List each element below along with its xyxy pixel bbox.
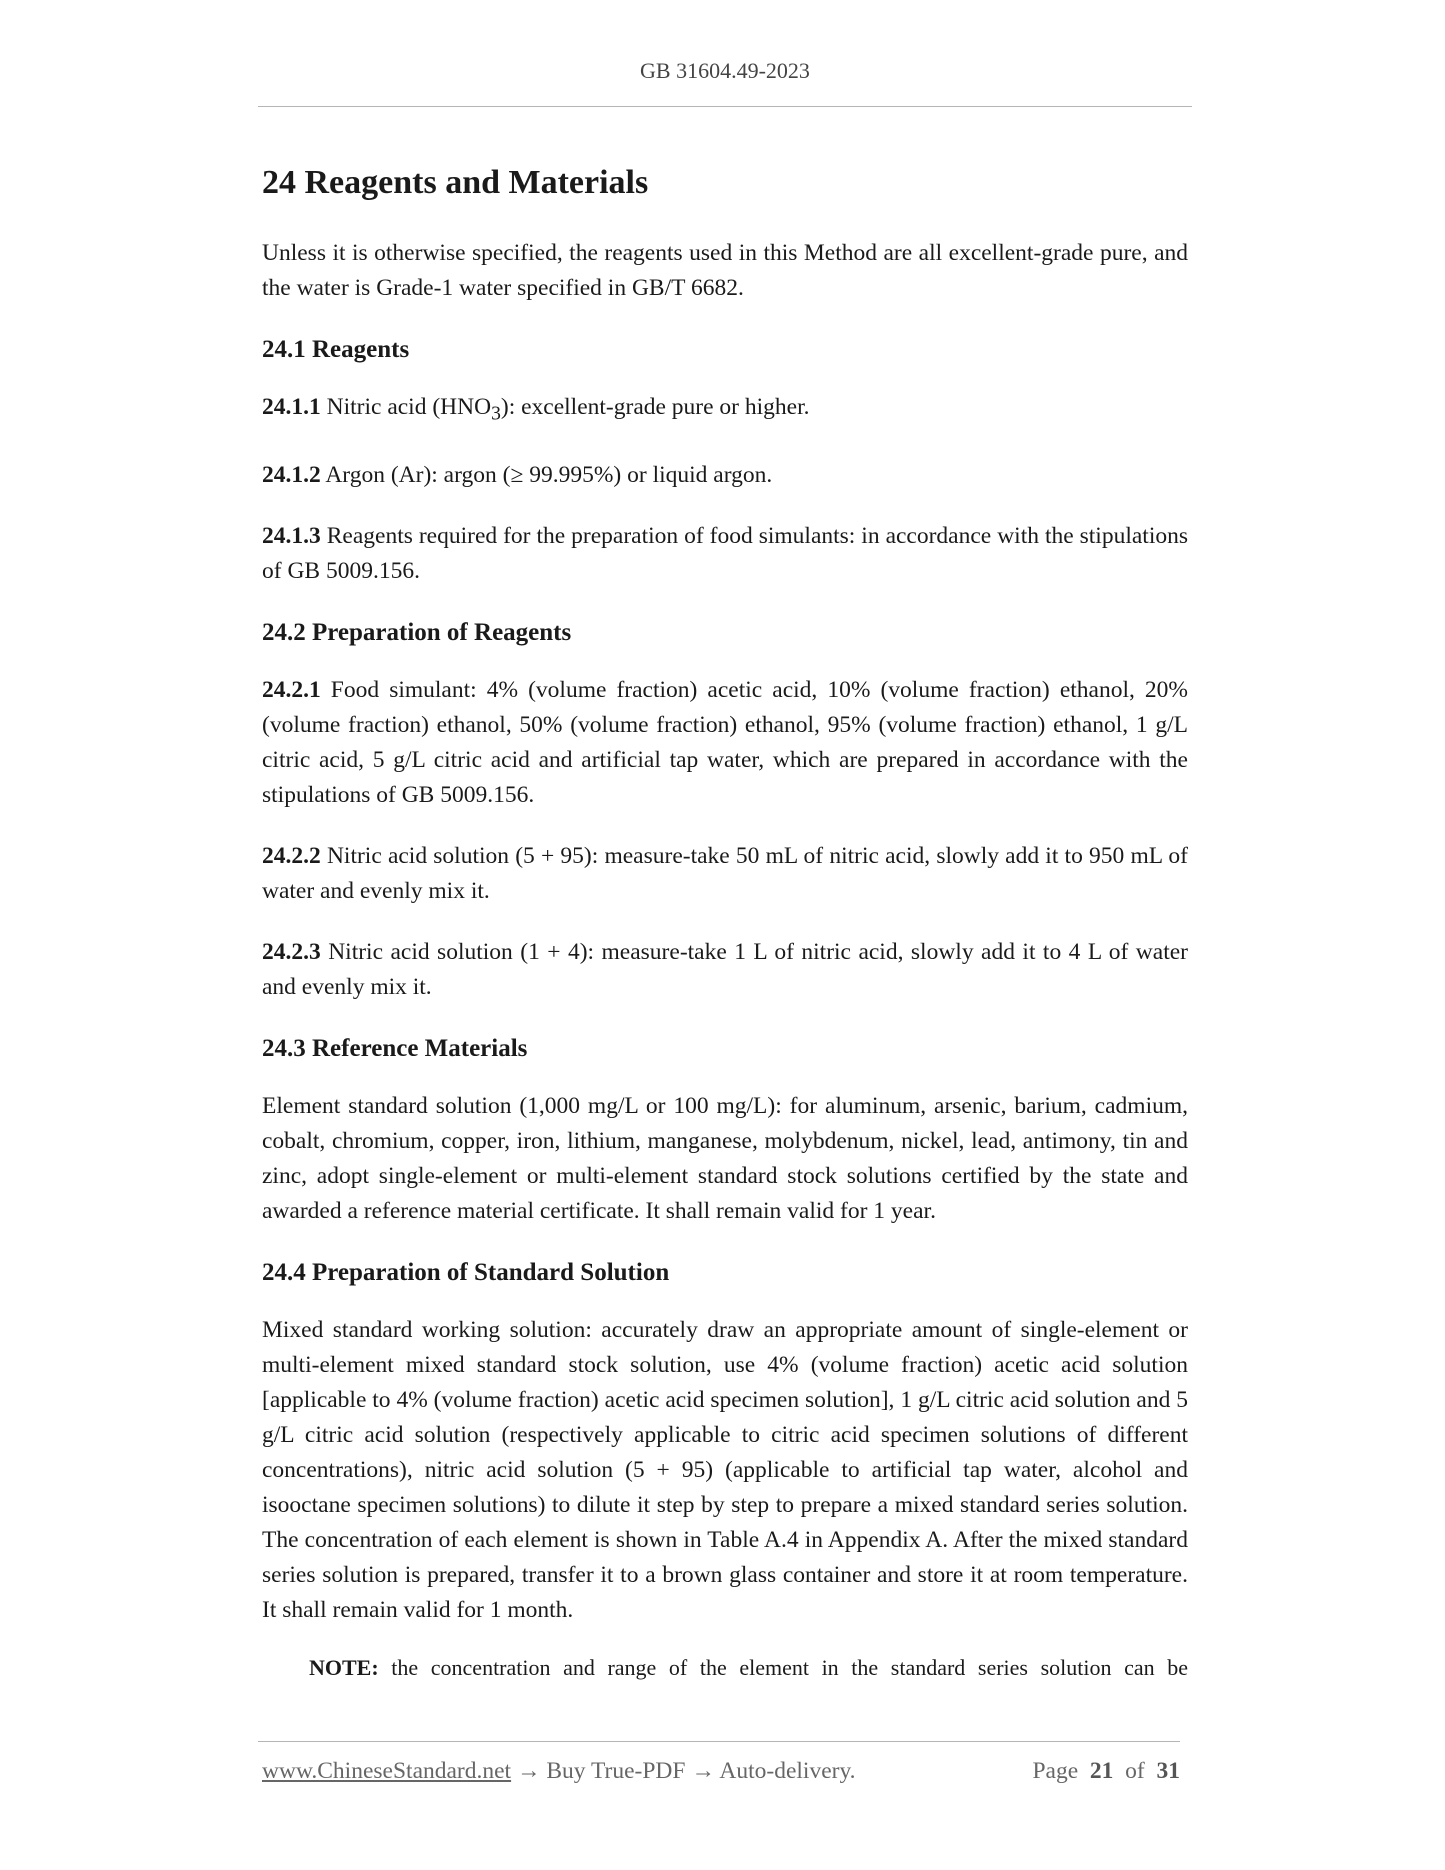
preparation-heading: 24.2 Preparation of Reagents bbox=[262, 618, 572, 646]
item-number: 24.1.2 bbox=[262, 461, 321, 488]
website-link[interactable]: www.ChineseStandard.net bbox=[262, 1758, 512, 1784]
reagent-item-2 bbox=[262, 458, 1188, 493]
page-indicator bbox=[1032, 1758, 1180, 1785]
preparation-item-2 bbox=[262, 839, 1188, 909]
reagents-heading: 24.1 Reagents bbox=[262, 336, 410, 363]
note-text: the concentration and range of the element in the standard series solution can be bbox=[378, 1654, 1188, 1680]
page-number: 21 bbox=[1089, 1758, 1114, 1784]
item-text: Nitric acid solution (5 + 95): measure-take 50 mL of nitric acid, slowly add it to 950 mL of water and evenly mix it. bbox=[262, 842, 1188, 904]
standard-heading: 24.4 Preparation of Standard Solution bbox=[262, 1258, 670, 1286]
item-number: 24.1.1 bbox=[262, 394, 321, 420]
item-number: 24.1.3 bbox=[262, 522, 321, 549]
item-number: 24.2.2 bbox=[262, 842, 321, 869]
item-number: 24.2.3 bbox=[262, 938, 321, 965]
footer-left bbox=[262, 1758, 856, 1785]
reagent-item-3 bbox=[262, 519, 1188, 589]
of-word: of bbox=[1125, 1758, 1145, 1784]
section-title: 24 Reagents and Materials bbox=[262, 164, 649, 201]
item-text: Nitric acid solution (1 + 4): measure-take 1 L of nitric acid, slowly add it to 4 L of water and evenly mix it. bbox=[262, 938, 1188, 1000]
note-label: NOTE: bbox=[309, 1654, 379, 1680]
note-paragraph bbox=[262, 1650, 1188, 1685]
subscript: 3 bbox=[491, 403, 501, 425]
document-body bbox=[262, 158, 1188, 1711]
item-text: Nitric acid (HNO bbox=[320, 394, 492, 420]
item-number: 24.2.1 bbox=[262, 676, 321, 703]
reagent-item-1 bbox=[262, 390, 1188, 432]
preparation-item-3 bbox=[262, 935, 1188, 1005]
page-word: Page bbox=[1032, 1758, 1079, 1784]
item-text: Argon (Ar): argon (≥ 99.995%) or liquid argon. bbox=[320, 461, 773, 488]
page-footer bbox=[262, 1758, 1180, 1785]
footer-divider bbox=[258, 1741, 1180, 1742]
header-divider bbox=[258, 106, 1192, 107]
item-text: Reagents required for the preparation of food simulants: in accordance with the stipulations of GB 5009.156. bbox=[262, 522, 1188, 584]
reference-text: Element standard solution (1,000 mg/L or 100 mg/L): for aluminum, arsenic, barium, cadmium, cobalt, chromium, copper, iron, lithium, manganese, molybdenum, nickel, lead, antimony, tin and zinc, adopt single-element or multi-element standard stock solutions certified by the state and awarded a reference material certificate. It shall remain valid for 1 year. bbox=[262, 1092, 1188, 1224]
item-text: ): excellent-grade pure or higher. bbox=[500, 394, 810, 420]
reference-heading: 24.3 Reference Materials bbox=[262, 1034, 528, 1062]
preparation-item-1 bbox=[262, 673, 1188, 813]
section-intro: Unless it is otherwise specified, the reagents used in this Method are all excellent-grade pure, and the water is Grade-1 water specified in GB/T 6682. bbox=[262, 240, 1188, 301]
page-header: GB 31604.49-2023 bbox=[640, 58, 810, 83]
page-total: 31 bbox=[1156, 1758, 1180, 1784]
footer-tagline: → Buy True-PDF → Auto-delivery. bbox=[511, 1758, 856, 1784]
item-text: Food simulant: 4% (volume fraction) acetic acid, 10% (volume fraction) ethanol, 20% (volume fraction) ethanol, 50% (volume fraction) ethanol, 95% (volume fraction) ethanol, 1 g/L citric acid, 5 g/L citric acid and artificial tap water, which are prepared in accordance with the stipulations of GB 5009.156. bbox=[262, 676, 1188, 808]
standard-text: Mixed standard working solution: accurately draw an appropriate amount of single-element or multi-element mixed standard stock solution, use 4% (volume fraction) acetic acid solution [applicable to 4% (volume fraction) acetic acid specimen solution], 1 g/L citric acid solution and 5 g/L citric acid solution (respectively applicable to citric acid specimen solutions of different concentrations), nitric acid solution (5 + 95) (applicable to artificial tap water, alcohol and isooctane specimen solutions) to dilute it step by step to prepare a mixed standard series solution. The concentration of each element is shown in Table A.4 in Appendix A. After the mixed standard series solution is prepared, transfer it to a brown glass container and store it at room temperature. It shall remain valid for 1 month. bbox=[262, 1316, 1188, 1623]
